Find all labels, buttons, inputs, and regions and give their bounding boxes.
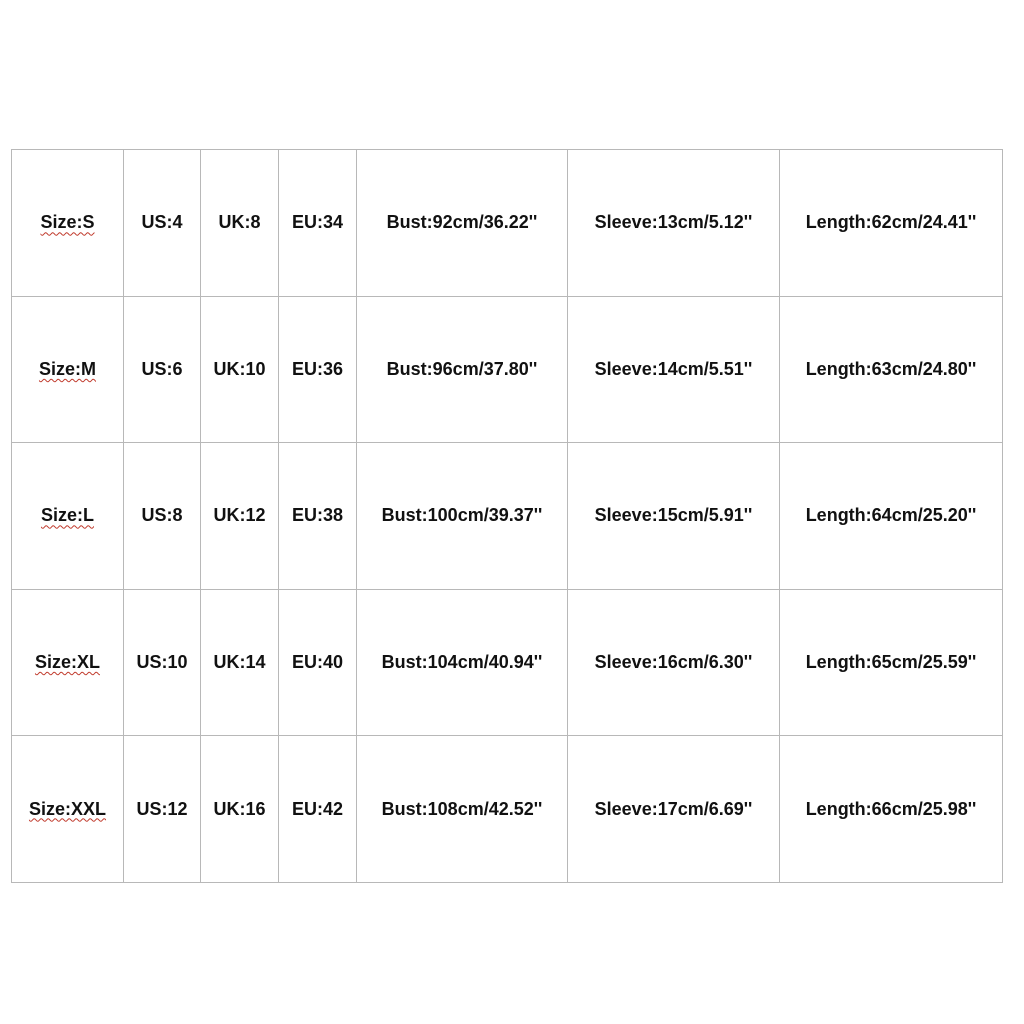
eu-size-cell: EU:36 xyxy=(279,296,357,443)
sleeve-cell: Sleeve:15cm/5.91'' xyxy=(568,443,780,590)
bust-cell: Bust:96cm/37.80'' xyxy=(357,296,568,443)
size-label: Size:L xyxy=(40,505,94,526)
size-label: Size:XL xyxy=(34,652,100,673)
size-label: Size:XXL xyxy=(28,798,107,819)
length-cell: Length:62cm/24.41'' xyxy=(780,150,1003,297)
bust-cell: Bust:108cm/42.52'' xyxy=(357,736,568,883)
size-cell xyxy=(12,443,124,590)
sleeve-cell: Sleeve:13cm/5.12'' xyxy=(568,150,780,297)
bust-cell: Bust:100cm/39.37'' xyxy=(357,443,568,590)
size-cell xyxy=(12,296,124,443)
eu-size-cell: EU:42 xyxy=(279,736,357,883)
size-chart-table xyxy=(11,149,1003,883)
eu-size-cell: EU:38 xyxy=(279,443,357,590)
size-cell xyxy=(12,736,124,883)
sleeve-cell: Sleeve:14cm/5.51'' xyxy=(568,296,780,443)
sleeve-cell: Sleeve:17cm/6.69'' xyxy=(568,736,780,883)
uk-size-cell: UK:12 xyxy=(201,443,279,590)
size-row-xxl xyxy=(12,736,1003,883)
length-cell: Length:66cm/25.98'' xyxy=(780,736,1003,883)
uk-size-cell: UK:8 xyxy=(201,150,279,297)
size-row-m xyxy=(12,296,1003,443)
size-cell xyxy=(12,589,124,736)
length-cell: Length:64cm/25.20'' xyxy=(780,443,1003,590)
bust-cell: Bust:104cm/40.94'' xyxy=(357,589,568,736)
us-size-cell: US:10 xyxy=(124,589,201,736)
size-cell xyxy=(12,150,124,297)
eu-size-cell: EU:34 xyxy=(279,150,357,297)
bust-cell: Bust:92cm/36.22'' xyxy=(357,150,568,297)
sleeve-cell: Sleeve:16cm/6.30'' xyxy=(568,589,780,736)
size-label: Size:S xyxy=(40,212,95,233)
size-row-l xyxy=(12,443,1003,590)
uk-size-cell: UK:14 xyxy=(201,589,279,736)
us-size-cell: US:4 xyxy=(124,150,201,297)
length-cell: Length:65cm/25.59'' xyxy=(780,589,1003,736)
us-size-cell: US:12 xyxy=(124,736,201,883)
eu-size-cell: EU:40 xyxy=(279,589,357,736)
uk-size-cell: UK:16 xyxy=(201,736,279,883)
length-cell: Length:63cm/24.80'' xyxy=(780,296,1003,443)
uk-size-cell: UK:10 xyxy=(201,296,279,443)
size-row-xl xyxy=(12,589,1003,736)
us-size-cell: US:6 xyxy=(124,296,201,443)
size-row-s xyxy=(12,150,1003,297)
us-size-cell: US:8 xyxy=(124,443,201,590)
size-label: Size:M xyxy=(38,358,96,379)
